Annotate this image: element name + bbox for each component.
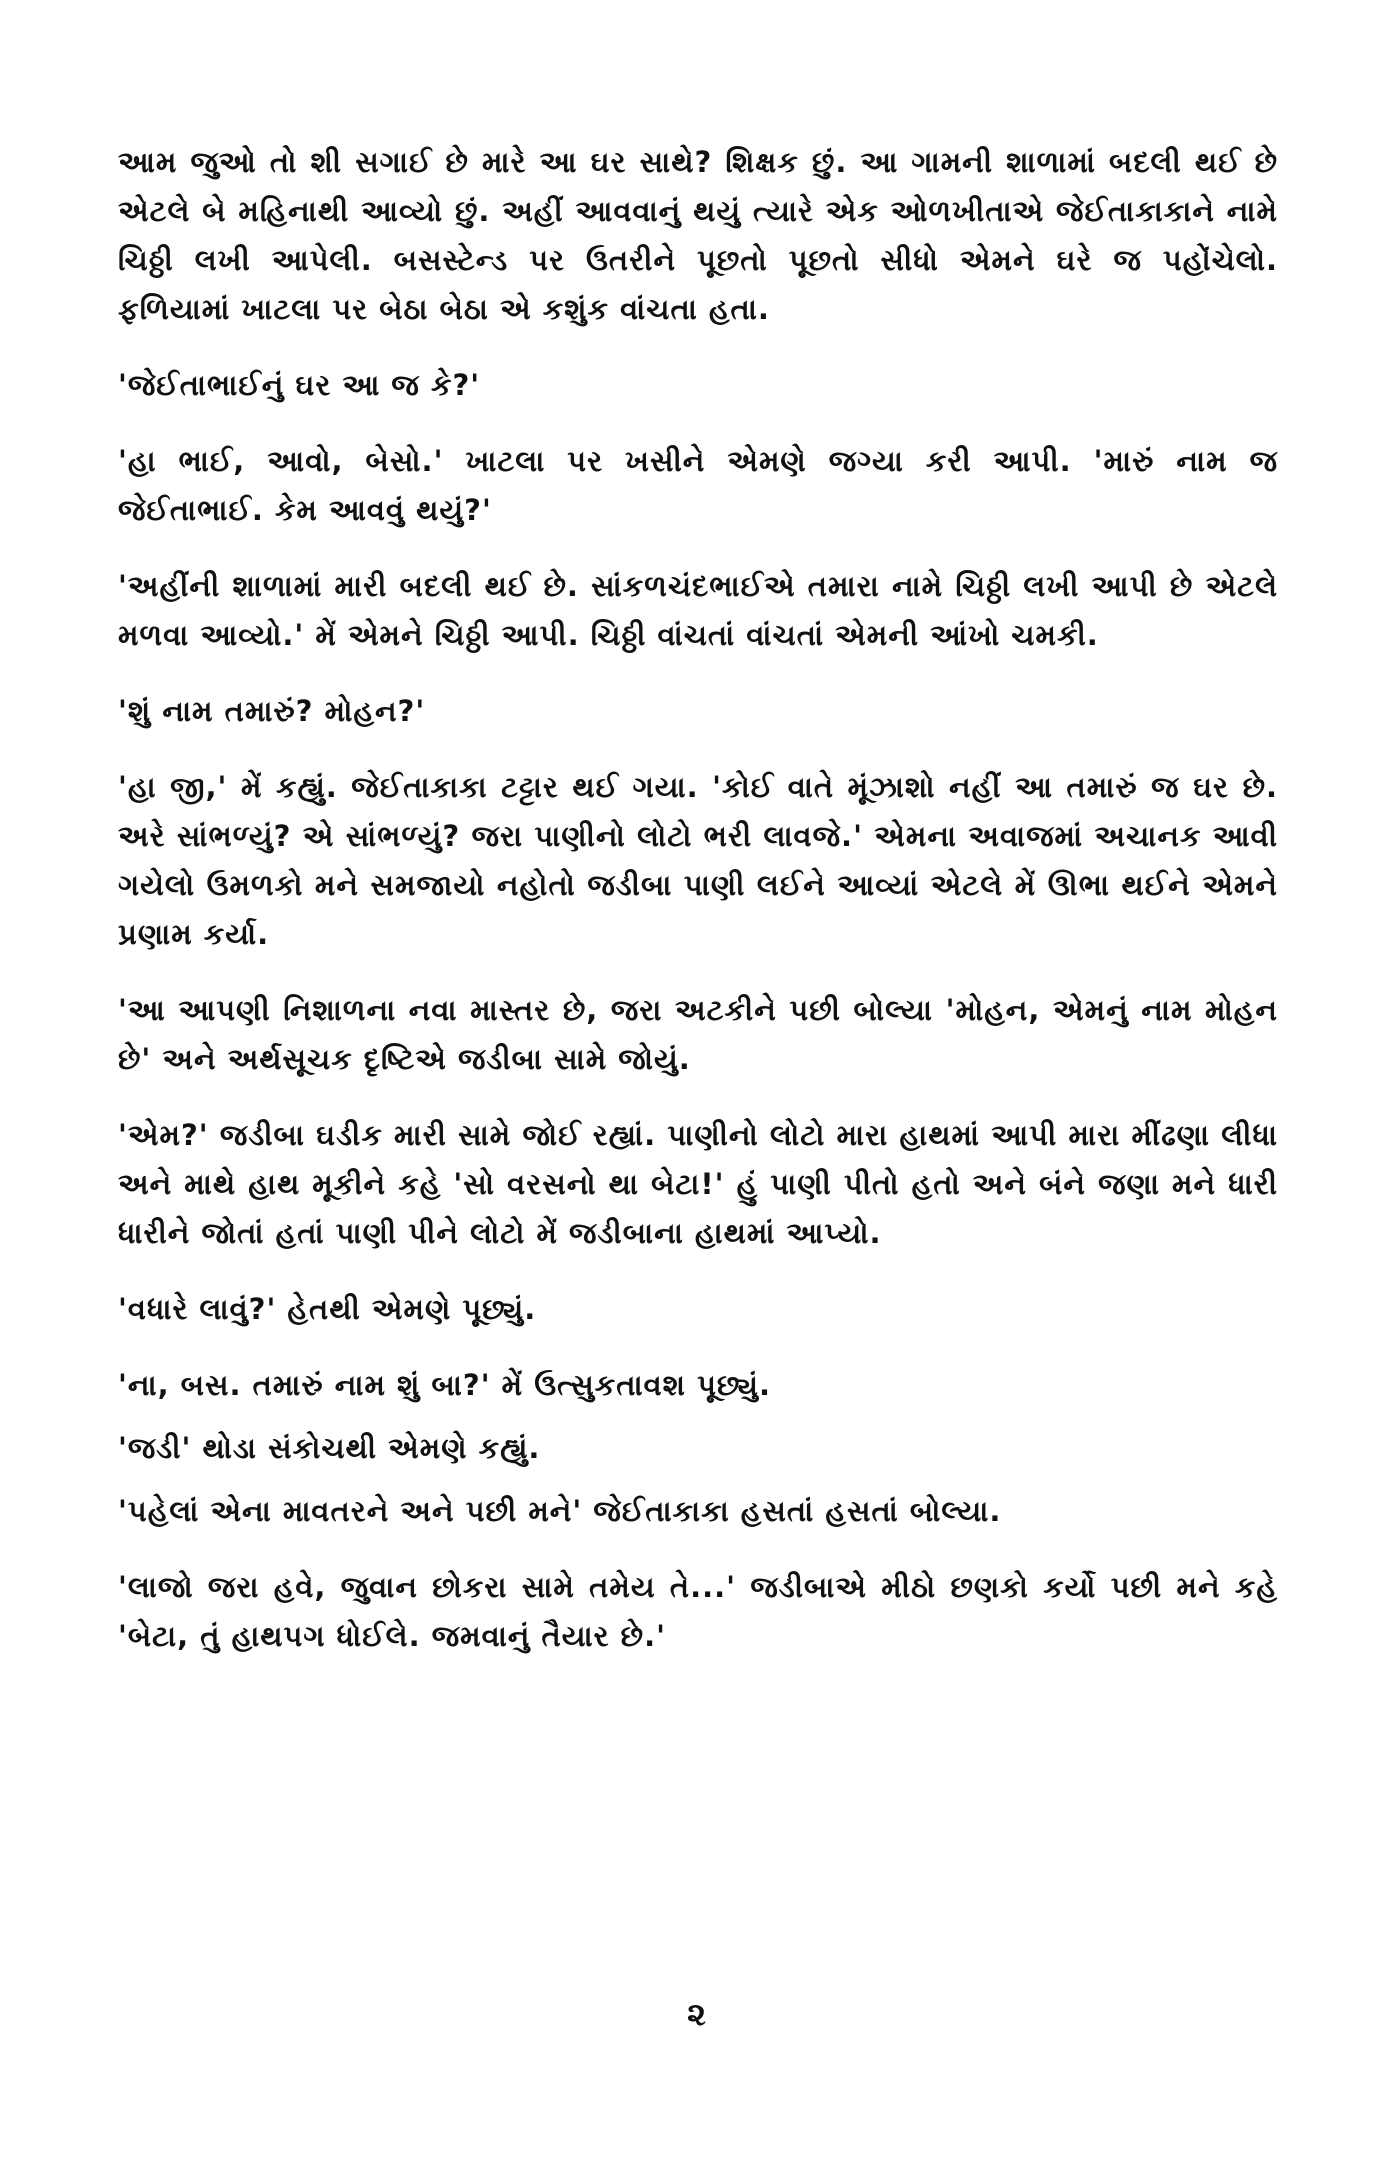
paragraph-12: 'પહેલાં એના માવતરને અને પછી મને' જેઈતાકાકા હસતાં હસતાં બોલ્યા. [118, 1494, 1002, 1528]
paragraph-1: આમ જુઓ તો શી સગાઈ છે મારે આ ઘર સાથે? શિક્ષક છું. આ ગામની શાળામાં બદલી થઈ છે એટલે બે મહિનાથી આવ્યો છું. અહીં આવવાનું થયું ત્યારે એક ઓળખીતાએ જેઈતાકાકાને નામે ચિઠ્ઠી લખી આપેલી. બસસ્ટેન્ડ પર ઉતરીને પૂછતો પૂછતો સીધો એમને ઘરે જ પહોંચેલો. ફળિયામાં ખાટલા પર બેઠા બેઠા એ કશુંક વાંચતા હતા. [118, 145, 1278, 326]
paragraph-9: 'વધારે લાવું?' હેતથી એમણે પૂછ્યું. [118, 1292, 537, 1326]
paragraph-13: 'લાજો જરા હવે, જુવાન છોકરા સામે તમેય તે...' જડીબાએ મીઠો છણકો કર્યો પછી મને કહે 'બેટા, તું હાથપગ ધોઈલે. જમવાનું તૈયાર છે.' [118, 1570, 1278, 1653]
paragraph-2: 'જેઈતાભાઈનું ઘર આ જ કે?' [118, 368, 481, 402]
page-body-text [118, 138, 1278, 1688]
paragraph-8: 'એમ?' જડીબા ઘડીક મારી સામે જોઈ રહ્યાં. પાણીનો લોટો મારા હાથમાં આપી મારા મીંઢણા લીધા અને માથે હાથ મૂકીને કહે 'સો વરસનો થા બેટા!' હું પાણી પીતો હતો અને બંને જણા મને ધારી ધારીને જોતાં હતાં પાણી પીને લોટો મેં જડીબાના હાથમાં આપ્યો. [118, 1118, 1278, 1250]
paragraph-4: 'અહીંની શાળામાં મારી બદલી થઈ છે. સાંકળચંદભાઈએ તમારા નામે ચિઠ્ઠી લખી આપી છે એટલે મળવા આવ્યો.' મેં એમને ચિઠ્ઠી આપી. ચિઠ્ઠી વાંચતાં વાંચતાં એમની આંખો ચમકી. [118, 569, 1278, 652]
paragraph-3: 'હા ભાઈ, આવો, બેસો.' ખાટલા પર ખસીને એમણે જગ્યા કરી આપી. 'મારું નામ જ જેઈતાભાઈ. કેમ આવવું થયું?' [118, 444, 1278, 527]
paragraph-7: 'આ આપણી નિશાળના નવા માસ્તર છે, જરા અટકીને પછી બોલ્યા 'મોહન, એમનું નામ મોહન છે' અને અર્થસૂચક દૃષ્ટિએ જડીબા સામે જોયું. [118, 993, 1278, 1076]
paragraph-6: 'હા જી,' મેં કહ્યું. જેઈતાકાકા ટટ્ટાર થઈ ગયા. 'કોઈ વાતે મૂંઝાશો નહીં આ તમારું જ ઘર છે. અરે સાંભળ્યું? એ સાંભળ્યું? જરા પાણીનો લોટો ભરી લાવજે.' એમના અવાજમાં અચાનક આવી ગયેલો ઉમળકો મને સમજાયો નહોતો જડીબા પાણી લઈને આવ્યાં એટલે મેં ઊભા થઈને એમને પ્રણામ કર્યા. [118, 770, 1278, 951]
paragraph-10: 'ના, બસ. તમારું નામ શું બા?' મેં ઉત્સુકતાવશ પૂછ્યું. [118, 1368, 772, 1402]
page-number: ૨ [687, 1995, 706, 2033]
paragraph-11: 'જડી' થોડા સંકોચથી એમણે કહ્યું. [118, 1431, 541, 1465]
paragraph-5: 'શું નામ તમારું? મોહન?' [118, 694, 426, 728]
